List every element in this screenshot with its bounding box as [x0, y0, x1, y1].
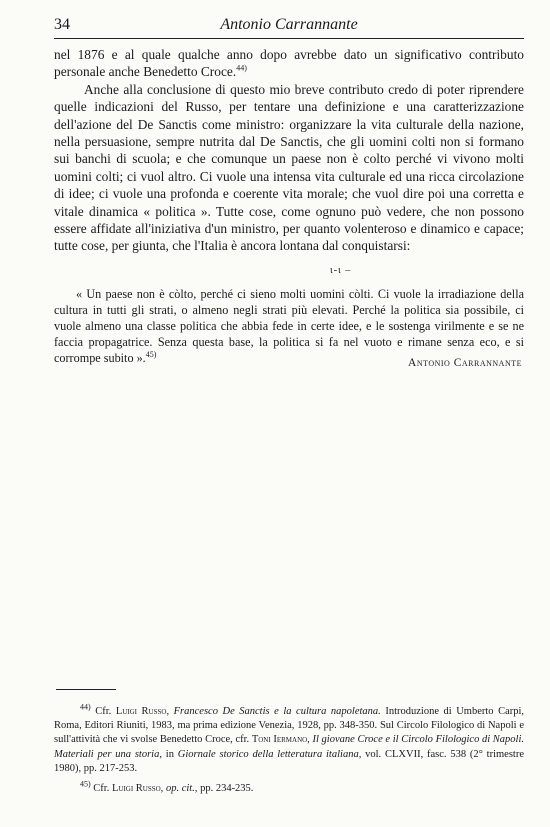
footnote-separator — [56, 689, 116, 690]
page-header — [54, 14, 524, 39]
footnote-author: Luigi Russo, — [111, 783, 164, 795]
footnote-op-cit: op. cit., — [165, 783, 198, 795]
running-title: Antonio Carrannante — [220, 16, 358, 33]
footnote-ref-45: 45) — [145, 349, 157, 359]
body-text — [54, 46, 524, 255]
footnote-author: Toni Iermano, — [251, 734, 310, 746]
block-quote — [54, 286, 524, 366]
footnote-45: $^{45)}$ Cfr. Luigi Russo, op. cit., pp. 234-235. — [80, 779, 254, 795]
footnote-author: Luigi Russo, — [115, 706, 170, 717]
page-number: 34 — [54, 16, 70, 33]
footnote-title: Francesco De Sanctis e la cultura napoletana. — [173, 706, 381, 717]
footnote-title: Il giovane Croce e il Circolo Filologico di Napoli. Materiali per una storia, — [54, 734, 525, 760]
footnote-journal: Giornale storico della letteratura italiana, — [177, 748, 362, 760]
paragraph-conclusion: Anche alla conclusione di questo mio breve contributo credo di poter riprendere quelle indicazioni del Russo, per tentare una definizione e una caratterizzazione dell'azione del De Sanctis come ministro: organizzare la vita culturale della nazione, nella persuasione, sempre nutrita dal De Sanctis, che gli uomini colti non si formano sui banchi di scuola; e che comunque un paese non è colto perché vi vivono molti uomini colti; ci vuol altro. Ci vuole una intensa vita culturale ed una ricca circolazione di idee; ci vuole una profonda e coerente vita morale; che vuol dire poi una corretta e vitale dinamica « politica ». Tutte cose, come ognuno può vedere, che non possono essere affidate all'iniziativa d'un ministro, per quanto volenteroso e dinamico e capace; tutte cose, per giunta, che l'Italia è ancora lontana dal conquistarsi: — [54, 81, 524, 254]
quote-text: « Un paese non è còlto, perché ci sieno molti uomini còlti. Ci vuole la irradiazione della cultura in tutti gli strati, o almeno negli strati più elevati. Perché la politica sia possibile, ci vuole almeno una classe politica che abbia fede in certe idee, e le sostenga virilmente e se ne faccia propagatrice. Senza questa base, la politica si fa nel vuoto e rimane senza eco, e si corrompe subito ».$^{45)}$ — [54, 287, 524, 365]
paragraph-continuation: nel 1876 e al quale qualche anno dopo avrebbe dato un significativo contributo personale anche Benedetto Croce.$^{44)}$ — [54, 47, 524, 80]
footnotes — [54, 702, 525, 802]
author-signature: Antonio Carrannante — [408, 357, 522, 369]
footnote-44: $^{44)}$ Cfr. Luigi Russo, Francesco De Sanctis e la cultura napoletana. Introduzione di Umberto Carpi, Roma, Editori Riuniti, 1983, ma prima edizione Venezia, 1928, pp. 348-350. Sul Circolo Filologico di Napoli e sull'attività che vi svolse Benedetto Croce, cfr. Toni Iermano, Il giovane Croce e il Circolo Filologico di Napoli. Materiali per una storia, in Giornale storico della letteratura italiana, vol. CLXVII, fasc. 538 (2° trimestre 1980), pp. 217-253. — [54, 702, 525, 774]
footnote-ref-44: 44) — [236, 63, 247, 73]
marginal-mark: ι-ι – — [330, 265, 352, 276]
